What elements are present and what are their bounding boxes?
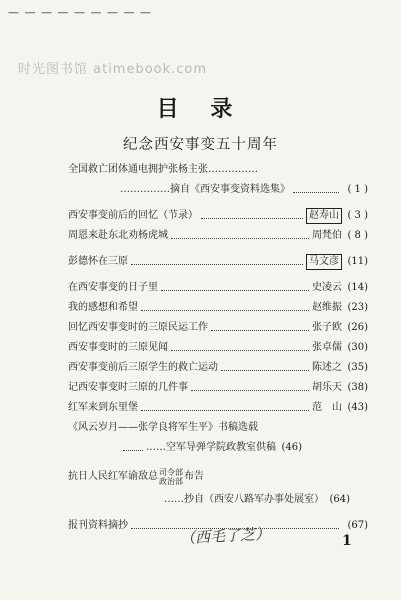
entry-title: 记西安事变时三原的几件事 [68,382,188,393]
issuer-suffix: 布告 [184,471,204,482]
dot-leader [123,450,143,451]
dot-leader [191,390,309,391]
toc-entry [68,438,368,458]
dot-leader [141,410,309,411]
toc-entry [68,298,368,318]
entry-title: 回忆西安事变时的三原民运工作 [68,322,208,333]
watermark: 时光图书馆 atimebook.com [18,62,208,77]
entry-page: (35) [347,362,368,373]
entry-page: (67) [347,520,368,531]
entry-title: 我的感想和希望 [68,302,138,313]
entry-title: 西安事变前后三原学生的救亡运动 [68,362,218,373]
entry-author: 范 山 [312,402,342,413]
entry-page: (38) [347,382,368,393]
entry-page: ( 8 ) [347,230,368,241]
entry-page: (64) [329,494,350,505]
toc-entry [68,252,368,272]
entry-title: ……抄自（西安八路军办事处展室） [164,494,324,505]
toc-entry [68,378,368,398]
entry-page: ( 1 ) [347,184,368,195]
toc-entry [68,338,368,358]
entry-title: 全国救亡团体通电拥护张杨主张…………… [68,164,258,175]
issuer-stack [159,468,183,486]
entry-author: 周梵伯 [312,230,342,241]
entry-title: ……空军导弹学院政教室供稿 [146,442,276,453]
entry-author: 赵维振 [312,302,342,313]
entry-author: 张卓儒 [312,342,342,353]
dot-leader [221,370,309,371]
toc-entry [68,418,368,438]
toc-entry [68,490,368,510]
toc-entry [68,358,368,378]
issuer-top: 司令部 [159,468,183,477]
page-number: 1 [342,533,352,549]
handwritten-note: （西毛了芝） [179,524,271,548]
dot-leader [171,238,309,239]
toc-entry [68,318,368,338]
entry-author: 史凌云 [312,282,342,293]
toc-entry [68,278,368,298]
entry-page: (30) [347,342,368,353]
entry-page: (26) [347,322,368,333]
entry-title: 西安事变前后的回忆（节录） [68,210,198,221]
entry-title: 抗日人民红军谕敌总 [68,471,158,482]
entry-title: ……………摘自《西安事变资料选集》 [120,184,290,195]
dot-leader [211,330,309,331]
issuer-bottom: 政治部 [159,477,183,486]
dot-leader [293,192,339,193]
dot-leader [171,350,309,351]
toc-entry [68,398,368,418]
entry-author: 张子欧 [312,322,342,333]
dot-leader [201,218,303,219]
entry-author: 赵寿山 [306,208,342,224]
entry-page: (11) [347,256,368,267]
toc-entry [68,206,368,226]
entry-author: 马文彦 [306,254,342,270]
entry-title: 彭德怀在三原 [68,256,128,267]
entry-page: (43) [347,402,368,413]
entry-title: 《风云岁月——张学良将军生平》书稿选载 [68,422,258,433]
section-title: 纪念西安事变五十周年 [123,137,278,153]
entry-title: 在西安事变的日子里 [68,282,158,293]
toc-entry [68,226,368,246]
entry-page: (23) [347,302,368,313]
dot-leader [131,264,303,265]
entry-page: (46) [281,442,302,453]
entry-page: ( 3 ) [347,210,368,221]
page-title: 目 录 [156,97,245,122]
entry-title: 红军来到东里堡 [68,402,138,413]
dot-leader [161,290,309,291]
entry-author: 胡乐天 [312,382,342,393]
entry-title: 报刊资料摘抄 [68,520,128,531]
toc-entry [68,464,368,490]
toc-entry [68,160,368,180]
top-dashes: — — — — — — — — — [8,6,152,19]
entry-title: 周恩来赴东北劝杨虎城 [68,230,168,241]
entry-page: (14) [347,282,368,293]
table-of-contents [68,160,368,536]
dot-leader [141,310,309,311]
entry-author: 陈述之 [312,362,342,373]
entry-title: 西安事变时的三原见闻 [68,342,168,353]
toc-entry [68,180,368,200]
